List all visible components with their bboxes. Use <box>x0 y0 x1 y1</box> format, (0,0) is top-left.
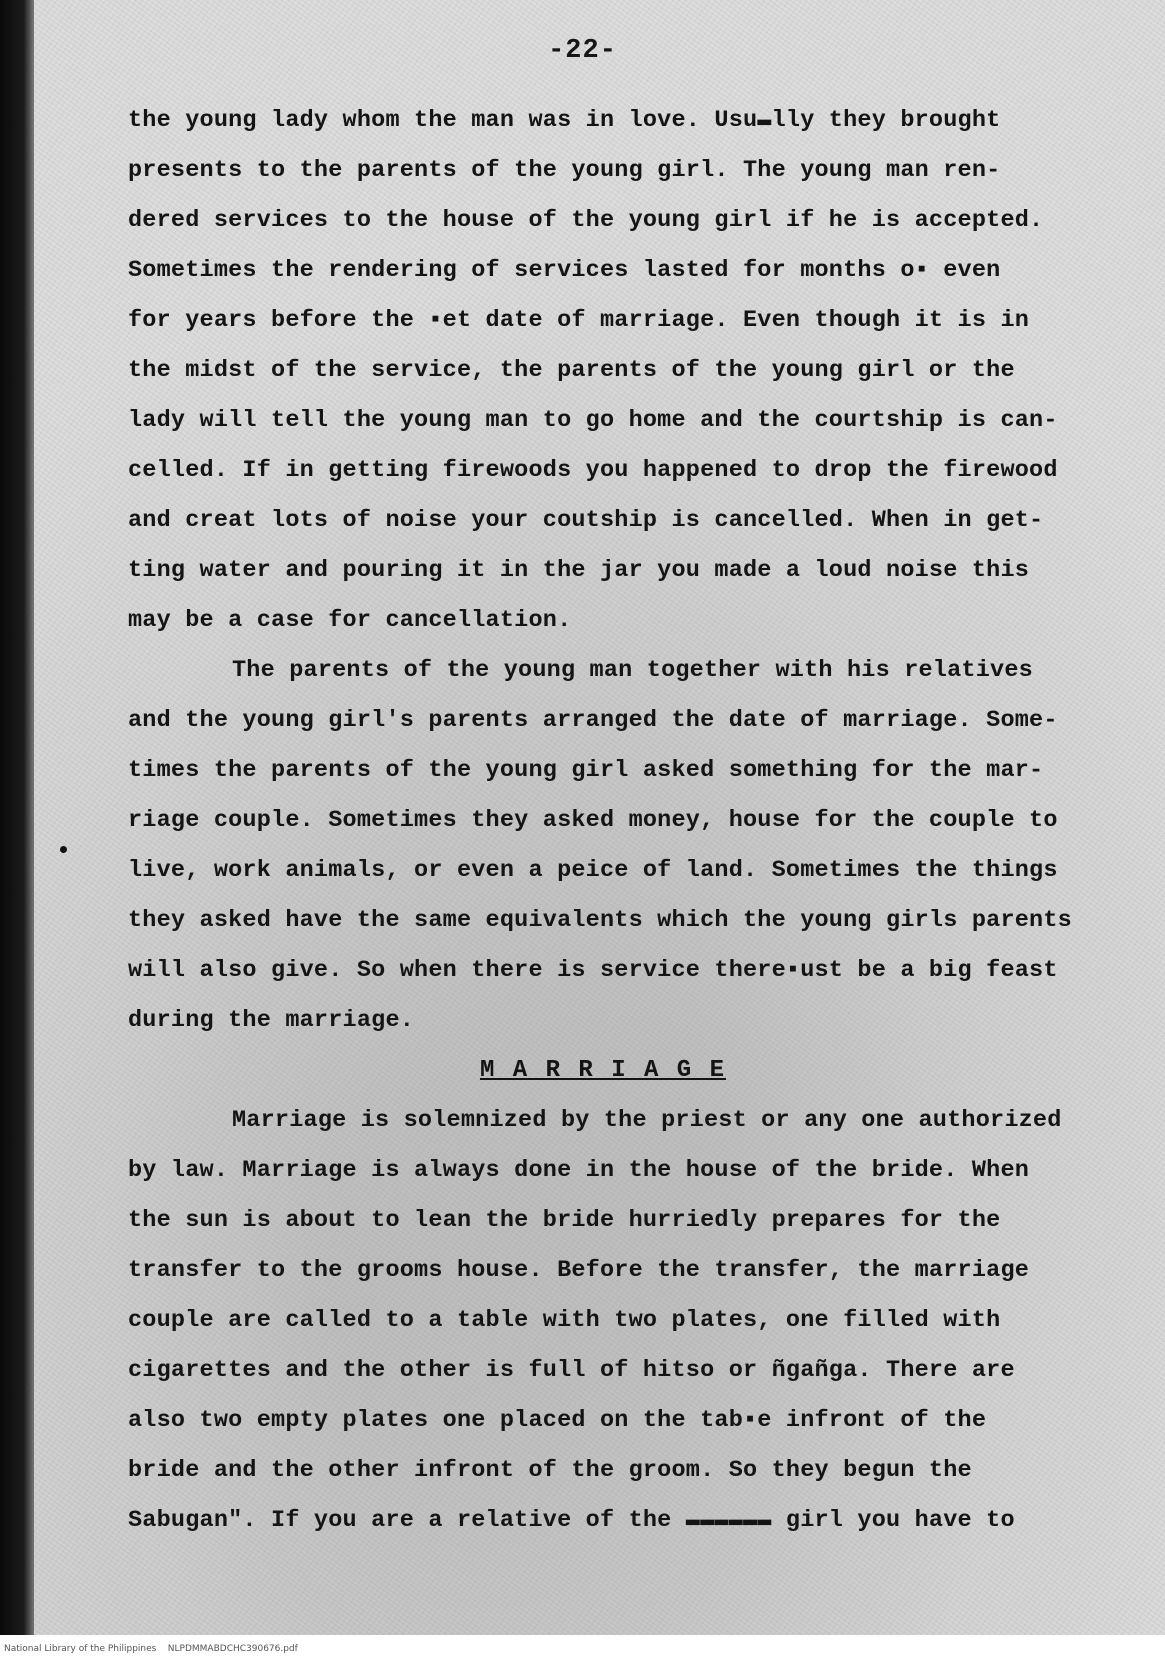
page-number: -22- <box>548 36 617 66</box>
text-line: presents to the parents of the young girl. The young man ren- <box>128 157 1001 184</box>
text-line: lady will tell the young man to go home and the courtship is can- <box>128 407 1058 434</box>
text-line: for years before the ▪et date of marriage. Even though it is in <box>128 307 1030 334</box>
text-line: also two empty plates one placed on the tab▪e infront of the <box>128 1407 987 1434</box>
text-line: dered services to the house of the young girl if he is accepted. <box>128 207 1044 234</box>
text-line: the midst of the service, the parents of the young girl or the <box>128 357 1015 384</box>
text-line: and creat lots of noise your coutship is cancelled. When in get- <box>128 507 1044 534</box>
text-line: the young lady whom the man was in love. Usu▬lly they brought <box>128 107 1001 134</box>
text-line: will also give. So when there is service there▪ust be a big feast <box>128 957 1058 984</box>
text-line: celled. If in getting firewoods you happened to drop the firewood <box>128 457 1058 484</box>
text-line: the sun is about to lean the bride hurriedly prepares for the <box>128 1207 1001 1234</box>
scan-shadow-edge <box>0 0 34 1635</box>
text-line: live, work animals, or even a peice of land. Sometimes the things <box>128 857 1058 884</box>
text-line: bride and the other infront of the groom. So they begun the <box>128 1457 972 1484</box>
text-line: couple are called to a table with two plates, one filled with <box>128 1307 1001 1334</box>
text-line: Sometimes the rendering of services lasted for months o▪ even <box>128 257 1001 284</box>
text-line: riage couple. Sometimes they asked money, house for the couple to <box>128 807 1058 834</box>
text-line: they asked have the same equivalents which the young girls parents <box>128 907 1072 934</box>
text-line: during the marriage. <box>128 1007 415 1034</box>
text-line: times the parents of the young girl asked something for the mar- <box>128 757 1044 784</box>
ink-spot <box>60 846 67 853</box>
text-line: ting water and pouring it in the jar you made a loud noise this <box>128 557 1030 584</box>
text-line: and the young girl's parents arranged the date of marriage. Some- <box>128 707 1058 734</box>
source-footer: National Library of the Philippines NLPDMMABDCHC390676.pdf <box>4 1644 298 1654</box>
section-heading: M A R R I A G E <box>479 1057 727 1084</box>
paragraph-start-line: Marriage is solemnized by the priest or any one authorized <box>232 1107 1062 1134</box>
text-line: Sabugan". If you are a relative of the ▬▬▬▬▬▬ girl you have to <box>128 1507 1015 1534</box>
text-line: transfer to the grooms house. Before the transfer, the marriage <box>128 1257 1030 1284</box>
document-body <box>128 96 1138 1546</box>
text-line: cigarettes and the other is full of hitso or ñgañga. There are <box>128 1357 1015 1384</box>
text-line: may be a case for cancellation. <box>128 607 572 634</box>
text-line: by law. Marriage is always done in the house of the bride. When <box>128 1157 1030 1184</box>
paragraph-start-line: The parents of the young man together with his relatives <box>232 657 1033 684</box>
